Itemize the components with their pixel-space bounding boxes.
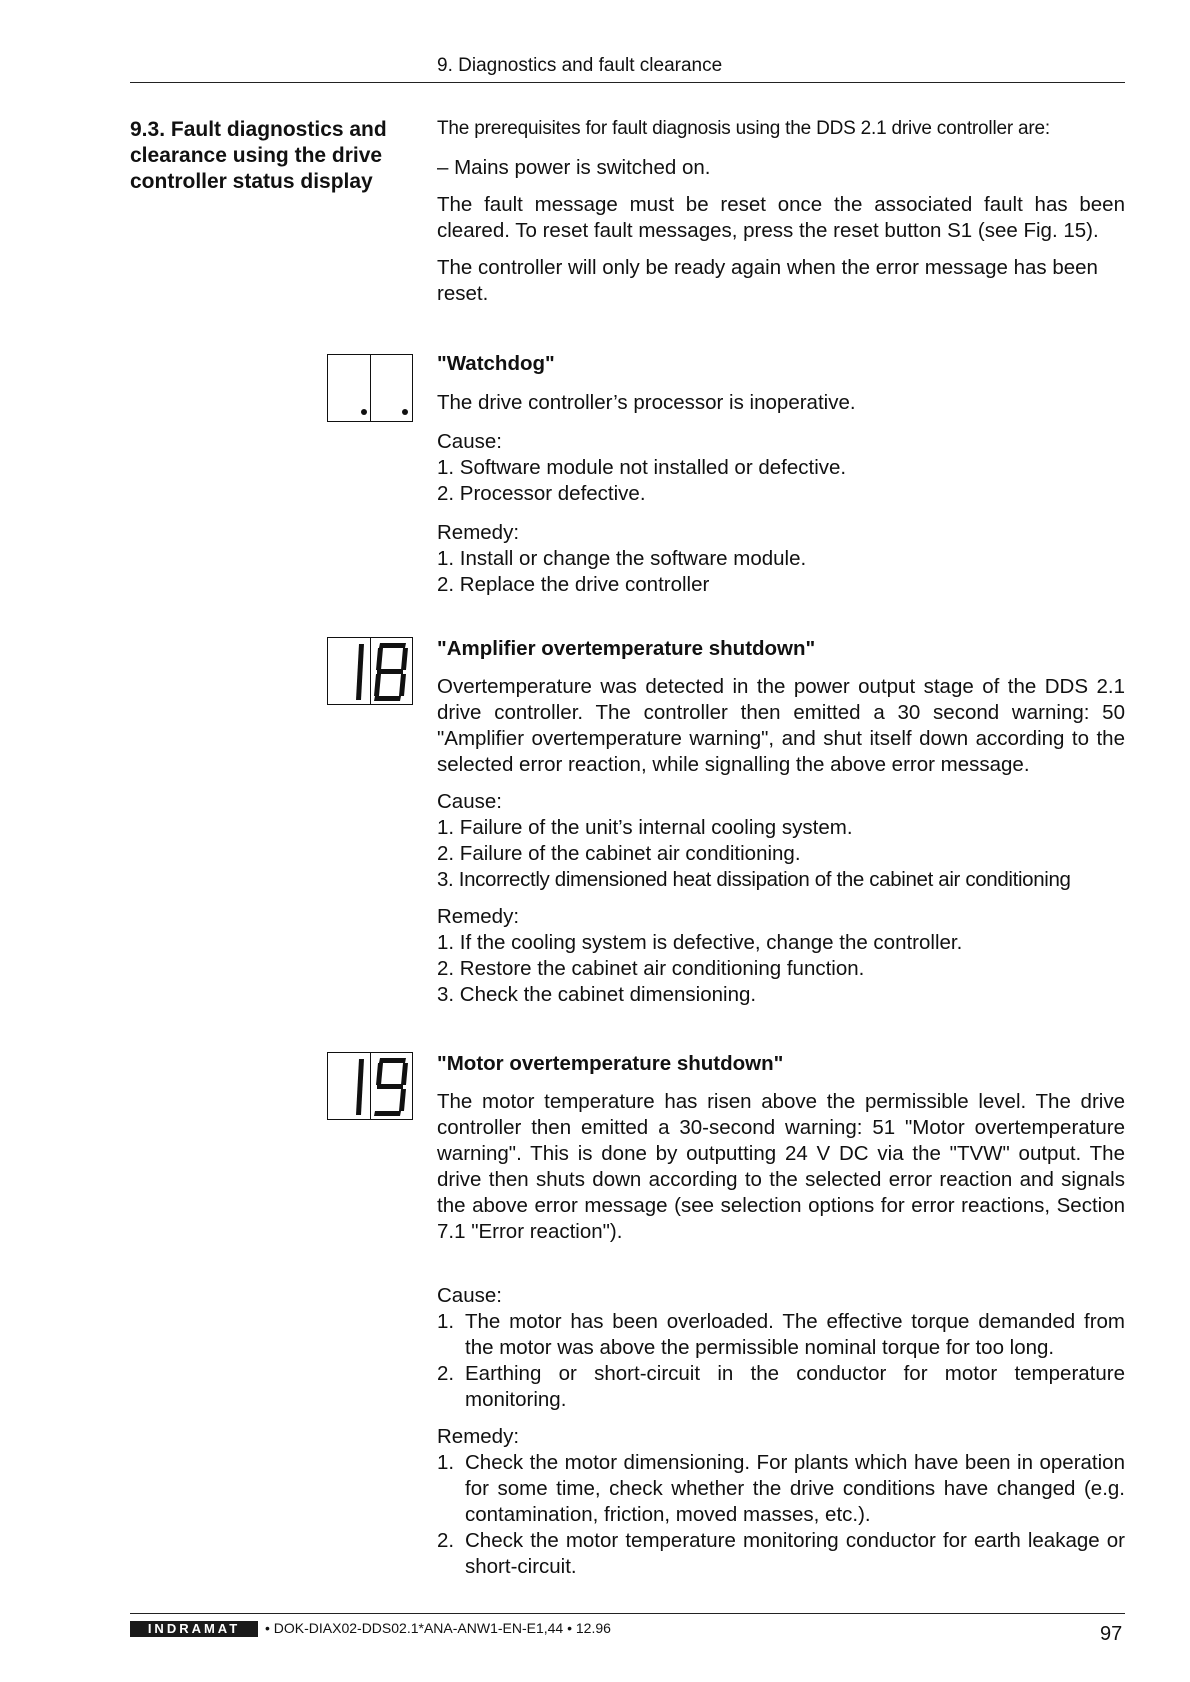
seven-segment-18-icon [328,638,414,706]
page-number: 97 [1100,1623,1123,1645]
list-item: 1. Install or change the software module. [437,547,807,570]
item-number: 2. [437,1362,455,1385]
list-item: 2. Replace the drive controller [437,573,710,596]
seven-segment-19-icon [328,1053,414,1121]
prerequisites-text: The prerequisites for fault diagnosis using the DDS 2.1 drive controller are: [437,118,1050,139]
fault-title: "Amplifier overtemperature shutdown" [437,637,816,660]
header-rule [130,82,1125,83]
status-display-18 [327,637,413,705]
item-text: Earthing or short-circuit in the conductor for motor temperature monitoring. [465,1362,1125,1411]
cause-label: Cause: [437,790,502,813]
list-item: 2. Processor defective. [437,482,646,505]
fault-description: The drive controller’s processor is inoperative. [437,391,856,414]
list-item [437,1361,1125,1413]
fault-description: Overtemperature was detected in the power output stage of the DDS 2.1 drive controller. The controller then emitted a 30 second warning: 50 "Amplifier overtemperature warning", and shut itself down according to the selected error reaction, while signalling the above error message. [437,675,1125,776]
remedy-label: Remedy: [437,1425,520,1448]
cause-list [437,455,1125,507]
watchdog-dots-icon [328,355,414,423]
item-number: 1. [437,1451,455,1474]
fault-title: "Motor overtemperature shutdown" [437,1052,784,1075]
power-text: – Mains power is switched on. [437,156,711,179]
fault-description: The motor temperature has risen above the permissible level. The drive controller then emitted a 30-second warning: 51 "Motor overtemperature warning". This is done by outputting 24 V DC via the "TVW" output. The drive then shuts down according to the selected error reaction and signals the above error message (see selection options for error reactions, Section 7.1 "Error reaction"). [437,1090,1125,1243]
list-item [437,1528,1125,1580]
item-text: The motor has been overloaded. The effective torque demanded from the motor was above the permissible nominal torque for too long. [465,1310,1125,1359]
cause-list [437,1309,1125,1413]
list-item: 1. Software module not installed or defective. [437,456,847,479]
list-item: 3. Check the cabinet dimensioning. [437,983,757,1006]
fault-amplifier-overtemperature [437,636,1125,1008]
cause-label: Cause: [437,1284,502,1307]
intro-block [437,155,1125,307]
list-item: 3. Incorrectly dimensioned heat dissipation of the cabinet air conditioning [437,868,1071,891]
list-item: 1. Failure of the unit’s internal cooling system. [437,816,853,839]
indramat-logo: INDRAMAT [130,1621,258,1637]
list-item: 2. Failure of the cabinet air conditioning. [437,842,801,865]
list-item: 1. If the cooling system is defective, change the controller. [437,931,963,954]
cause-label: Cause: [437,430,502,453]
status-display-watchdog [327,354,413,422]
remedy-label: Remedy: [437,521,520,544]
footer-rule [130,1613,1125,1614]
fault-title: "Watchdog" [437,352,555,375]
reset-info-text: The fault message must be reset once the associated fault has been cleared. To reset fault messages, press the reset button S1 (see Fig. 15). [437,193,1125,242]
remedy-label: Remedy: [437,905,520,928]
item-text: Check the motor dimensioning. For plants which have been in operation for some time, check whether the drive conditions have changed (e.g. contamination, friction, moved masses, etc.). [465,1451,1125,1526]
status-display-19 [327,1052,413,1120]
remedy-list [437,930,1125,1008]
list-item [437,1450,1125,1528]
ready-info-text: The controller will only be ready again when the error message has been reset. [437,256,1098,305]
item-number: 1. [437,1310,455,1333]
list-item: 2. Restore the cabinet air conditioning function. [437,957,865,980]
section-heading: 9.3. Fault diagnostics and clearance using the drive controller status display [130,118,387,193]
remedy-list [437,546,1125,598]
cause-list [437,815,1125,893]
fault-watchdog [437,351,1125,598]
running-header: 9. Diagnostics and fault clearance [437,55,723,76]
item-number: 2. [437,1529,455,1552]
document-reference: • DOK-DIAX02-DDS02.1*ANA-ANW1-EN-E1,44 • 12.96 [265,1620,611,1636]
item-text: Check the motor temperature monitoring conductor for earth leakage or short-circuit. [465,1529,1125,1578]
list-item [437,1309,1125,1361]
fault-motor-overtemperature [437,1051,1125,1580]
remedy-list [437,1450,1125,1580]
